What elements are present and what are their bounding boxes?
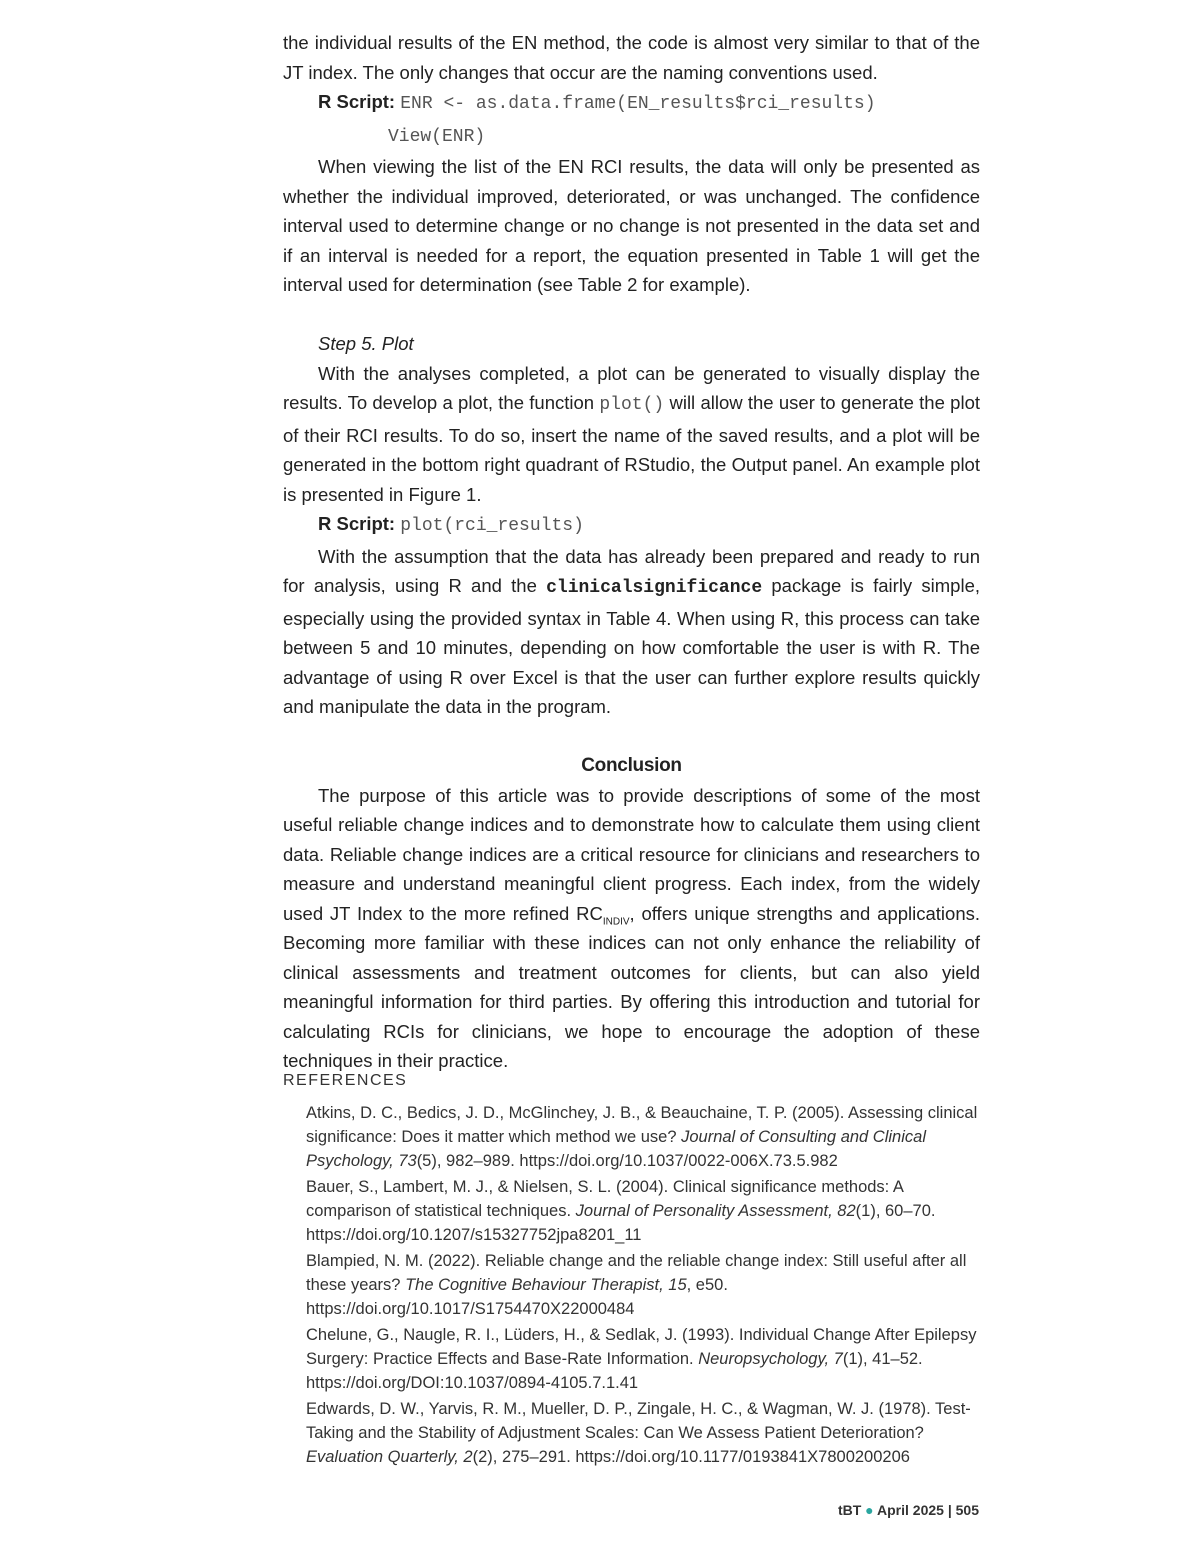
journal-name: The Cognitive Behaviour Therapist, 15: [405, 1276, 687, 1294]
text-run: With the analyses completed, a plot can be generated to visually display the results. To develop a plot, the function: [283, 362, 980, 413]
journal-name: Journal of Personality Assessment, 82: [575, 1202, 856, 1220]
reference-item: [306, 1397, 980, 1469]
references-title: REFERENCES: [283, 1072, 408, 1089]
paragraph-assumption: [283, 542, 980, 722]
text-run: (1), 60–70. https://doi.org/10.1207/s15327752jpa8201_11: [306, 1202, 936, 1244]
r-code-line: View(ENR): [388, 126, 486, 147]
r-code-line: ENR <- as.data.frame(EN_results$rci_results): [400, 94, 876, 114]
issue-date: April 2025: [877, 1502, 944, 1518]
text-run: With the assumption that the data has already been prepared and ready to run for analysis, using R and the: [283, 545, 980, 596]
text-run: (1), 41–52. https://doi.org/DOI:10.1037/0894-4105.7.1.41: [306, 1350, 923, 1392]
text-run: package is fairly simple, especially using the provided syntax in Table 4. When using R, this process can take between 5 and 10 minutes, depending on how comfortable the user is with R. The advantage of using R over Excel is that the user can further explore results quickly and manipulate the data in the program.: [283, 575, 980, 717]
text-run: , e50. https://doi.org/10.1017/S1754470X22000484: [306, 1276, 728, 1318]
page-footer: [838, 1502, 979, 1518]
separator: |: [947, 1502, 952, 1518]
reference-item: [306, 1101, 980, 1173]
page-number: 505: [955, 1502, 979, 1518]
subscript: INDIV: [602, 916, 630, 928]
text-run: will allow the user to generate the plot of their RCI results. To do so, insert the name of the saved results, and a plot will be generated in the bottom right quadrant of RStudio, the Output panel. An example plot is presented in Figure 1.: [283, 392, 980, 505]
paragraph-plot: [283, 359, 980, 510]
reference-item: [306, 1175, 980, 1247]
text-run: Edwards, D. W., Yarvis, R. M., Mueller, D. P., Zingale, H. C., & Wagman, W. J. (1978). Test-Taking and the Stability of Adjustment Scales: Can We Assess Patient Deterioration?: [306, 1400, 971, 1442]
journal-name: Journal of Consulting and Clinical Psychology, 73: [306, 1128, 926, 1170]
r-script-block-1-line2: [388, 120, 980, 153]
text-run: Bauer, S., Lambert, M. J., & Nielsen, S. L. (2004). Clinical significance methods: A comparison of statistical techniques.: [306, 1178, 904, 1220]
text-run: (5), 982–989. https://doi.org/10.1037/0022-006X.73.5.982: [416, 1152, 838, 1170]
paragraph-en-results: the individual results of the EN method, the code is almost very similar to that of the JT index. The only changes that occur are the naming conventions used.: [283, 32, 980, 83]
inline-code: plot(): [599, 395, 665, 415]
journal-name: Evaluation Quarterly, 2: [306, 1448, 473, 1466]
r-code-line: plot(rci_results): [400, 516, 584, 536]
package-name: clinicalsignificance: [546, 578, 763, 598]
reference-item: [306, 1249, 980, 1321]
text-run: The purpose of this article was to provide descriptions of some of the most useful reliable change indices and to demonstrate how to calculate them using client data. Reliable change indices are a critical resource for clinicians and researchers to measure and understand meaningful client progress. Each index, from the widely used JT Index to the more refined RC: [283, 784, 980, 924]
text-run: (2), 275–291. https://doi.org/10.1177/0193841X7800200206: [472, 1448, 910, 1466]
r-script-label: R Script:: [318, 513, 396, 534]
bullet-icon: ●: [865, 1502, 874, 1518]
journal-name: Neuropsychology, 7: [698, 1350, 843, 1368]
text-run: , offers unique strengths and applications. Becoming more familiar with these indices can not only enhance the reliability of clinical assessments and treatment outcomes for clients, but can also yield meaningful information for third parties. By offering this introduction and tutorial for calculating RCIs for clinicians, we hope to encourage the adoption of these techniques in their practice.: [283, 902, 980, 1071]
r-script-block-2: [318, 509, 980, 542]
text-run: Atkins, D. C., Bedics, J. D., McGlinchey, J. B., & Beauchaine, T. P. (2005). Assessing clinical significance: Does it matter which method we use?: [306, 1104, 978, 1146]
text-run: Chelune, G., Naugle, R. I., Lüders, H., & Sedlak, J. (1993). Individual Change After Epilepsy Surgery: Practice Effects and Base-Rate Information.: [306, 1326, 977, 1368]
conclusion-heading: Conclusion: [581, 755, 682, 776]
r-script-block-1: [318, 87, 980, 120]
paragraph-en-rci-list: When viewing the list of the EN RCI results, the data will only be presented as whether the individual improved, deteriorated, or was unchanged. The confidence interval used to determine change or no change is not presented in the data set and if an interval is needed for a report, the equation presented in Table 1 will get the interval used for determination (see Table 2 for example).: [283, 156, 980, 295]
r-script-label: R Script:: [318, 91, 396, 112]
text-run: Blampied, N. M. (2022). Reliable change and the reliable change index: Still useful after all these years?: [306, 1252, 967, 1294]
step-5-heading: Step 5. Plot: [318, 333, 414, 354]
paragraph-conclusion: [283, 781, 980, 1076]
main-column: [283, 28, 980, 1076]
reference-item: [306, 1323, 980, 1395]
journal-abbrev: tBT: [837, 1502, 862, 1518]
references-section: [283, 1071, 980, 1469]
